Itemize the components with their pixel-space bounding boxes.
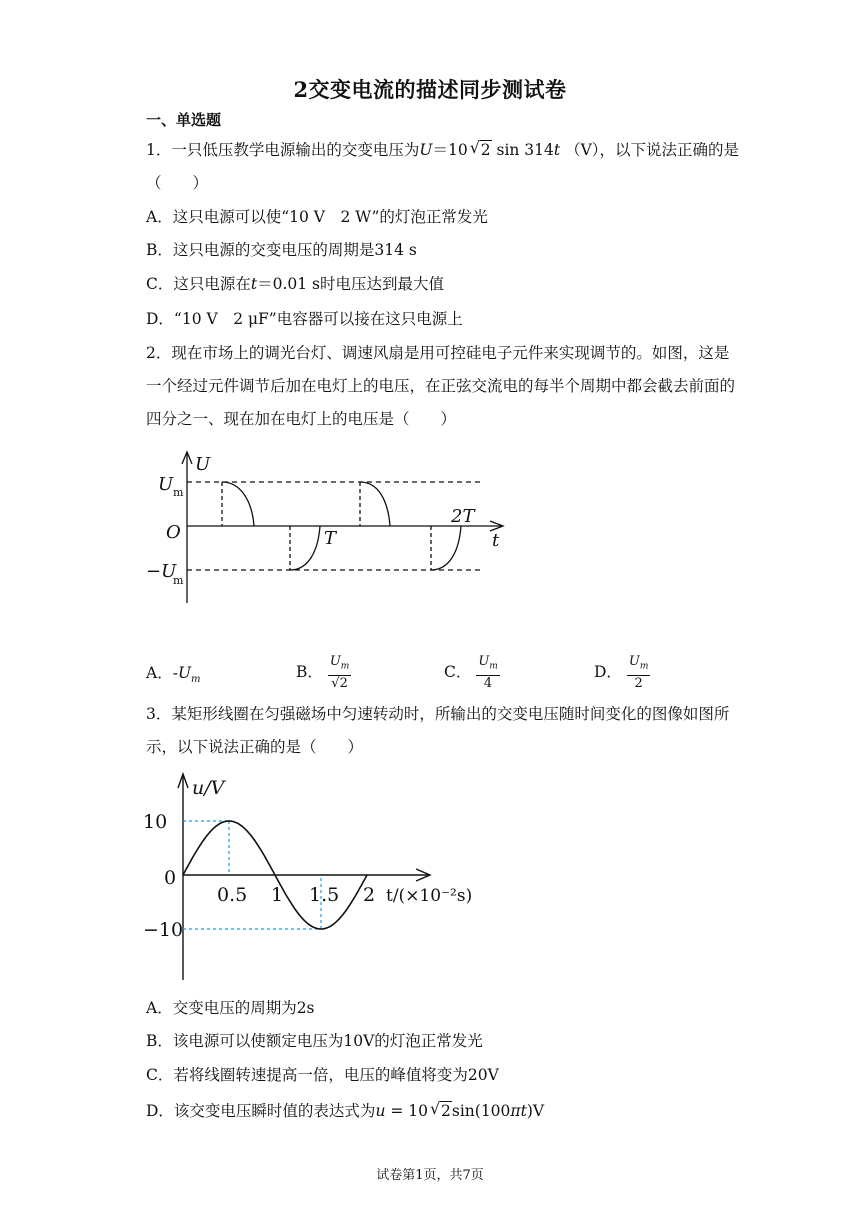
q2-curve-segment <box>431 526 461 570</box>
q2-line-1: 2．现在市场上的调光台灯、调速风扇是用可控硅电子元件来实现调节的。如图，这是 <box>146 344 730 362</box>
q3-option-d-sqrt: 2 <box>441 1102 451 1120</box>
q2-option-c-sub: m <box>489 661 498 672</box>
q3-option-d-pre: D．该交变电压瞬时值的表达式为 <box>146 1102 376 1120</box>
q2-option-c-num: U <box>478 654 490 669</box>
q3-line-1: 3．某矩形线圈在匀强磁场中匀速转动时，所输出的交变电压随时间变化的图像如图所 <box>146 705 730 723</box>
q2-y-axis-label: U <box>195 454 211 475</box>
q3-option-d-u: u <box>375 1102 386 1120</box>
q1-option-c-post: ＝0.01 s时电压达到最大值 <box>257 275 445 293</box>
q3-line-2: 示，以下说法正确的是（ ） <box>146 738 364 756</box>
q3-x-tick-label: 1 <box>271 884 284 906</box>
q2-option-b-sub: m <box>340 661 350 672</box>
sqrt-symbol: √ 2 <box>430 1099 451 1120</box>
q1-option-b: B．这只电源的交变电压的周期是314 s <box>146 241 417 259</box>
q3-option-c: C．若将线圈转速提高一倍，电压的峰值将变为20V <box>146 1066 499 1084</box>
q2-voltage-figure <box>140 448 520 608</box>
q3-option-d-eq: = 10 <box>385 1102 428 1120</box>
page-footer: 试卷第1页，共7页 <box>376 1168 484 1183</box>
q1-sqrt-value: 2 <box>480 141 491 159</box>
page-title: 2交变电流的描述同步测试卷 <box>293 77 567 102</box>
q2-option-c-label: C． <box>444 662 472 681</box>
q2-line-3: 四分之一、现在加在电灯上的电压是（ ） <box>146 410 457 428</box>
q2-origin-label: O <box>166 522 181 543</box>
q2-curve-segment <box>360 482 390 526</box>
q1-stem-post: （V），以下说法正确的是 <box>565 141 740 159</box>
q2-2t-label: 2T <box>451 506 475 527</box>
section-heading: 一、单选题 <box>146 111 222 129</box>
q2-option-d-num: U <box>628 654 640 669</box>
q1-option-c-t: t <box>250 275 258 293</box>
q1-stem-pre: 1．一只低压教学电源输出的交变电压为 <box>146 141 420 159</box>
q1-stem-eq: ＝10 <box>432 141 468 159</box>
q2-option-d-den: 2 <box>634 675 643 691</box>
q2-option-b-den: 2 <box>339 675 348 691</box>
q2-option-b <box>296 654 351 692</box>
q2-option-a-value: -U <box>172 664 192 682</box>
q2-option-a <box>146 661 201 685</box>
q3-y-tick-label: −10 <box>143 919 184 941</box>
q1-option-a: A．这只电源可以使“10 V 2 W”的灯泡正常发光 <box>146 208 488 226</box>
q2-option-d-fraction <box>627 654 651 692</box>
q3-option-b: B．该电源可以使额定电压为10V的灯泡正常发光 <box>146 1032 483 1050</box>
q2-option-c-den: 4 <box>483 675 493 691</box>
q3-y-axis-label: u/V <box>192 777 225 799</box>
q1-stem <box>146 139 739 161</box>
q1-option-c <box>146 273 444 295</box>
q2-option-c-fraction <box>476 654 500 692</box>
q3-option-d-pi: πt <box>510 1102 527 1120</box>
q2-option-a-label: A． <box>146 664 173 682</box>
q2-neg-um-label: −U <box>146 561 177 582</box>
q2-curve-segment <box>222 482 254 526</box>
q3-voltage-chart <box>140 768 490 983</box>
sqrt-symbol: √ 2 <box>469 138 491 159</box>
q2-option-c <box>444 654 500 692</box>
q2-um-sub: m <box>173 486 184 499</box>
q3-option-d-post: )V <box>526 1102 545 1120</box>
q2-option-d-label: D． <box>594 662 622 681</box>
q1-option-c-pre: C．这只电源在 <box>146 275 251 293</box>
q2-x-axis-label: t <box>492 530 500 551</box>
q2-option-b-fraction: $\frac{U_m}{√2}$ <box>329 654 350 691</box>
q1-option-d: D．“10 V 2 μF”电容器可以接在这只电源上 <box>146 310 463 328</box>
q2-option-b-num: U <box>329 654 341 669</box>
q2-um-label: U <box>158 474 174 495</box>
q2-option-d <box>594 654 650 692</box>
q2-option-a-sub: m <box>191 674 201 686</box>
q3-x-tick-label: 0.5 <box>217 884 248 906</box>
q2-option-d-sub: m <box>639 661 649 672</box>
q1-paren: （ ） <box>146 174 209 192</box>
q3-y-tick-label: 10 <box>143 811 168 833</box>
q3-option-d <box>146 1100 544 1122</box>
q3-option-d-sin: sin(100 <box>451 1102 511 1120</box>
q3-x-tick-label: 2 <box>363 884 376 906</box>
q3-x-tick-label: 1.5 <box>309 884 340 906</box>
q1-stem-u: U <box>419 141 433 159</box>
q2-neg-um-sub: m <box>173 574 184 587</box>
q1-stem-t: t <box>553 141 561 159</box>
q3-option-a: A．交变电压的周期为2s <box>146 999 315 1017</box>
q3-origin-label: 0 <box>164 867 177 889</box>
q3-x-axis-label: t/(×10⁻²s) <box>386 886 473 906</box>
q1-stem-sin: sin 314 <box>491 141 554 159</box>
q2-curve-segment <box>290 526 320 570</box>
q2-t-label: T <box>324 528 337 549</box>
q2-line-2: 一个经过元件调节后加在电灯上的电压，在正弦交流电的每半个周期中都会截去前面的 <box>146 377 736 395</box>
q2-option-b-label: B． <box>296 662 323 681</box>
